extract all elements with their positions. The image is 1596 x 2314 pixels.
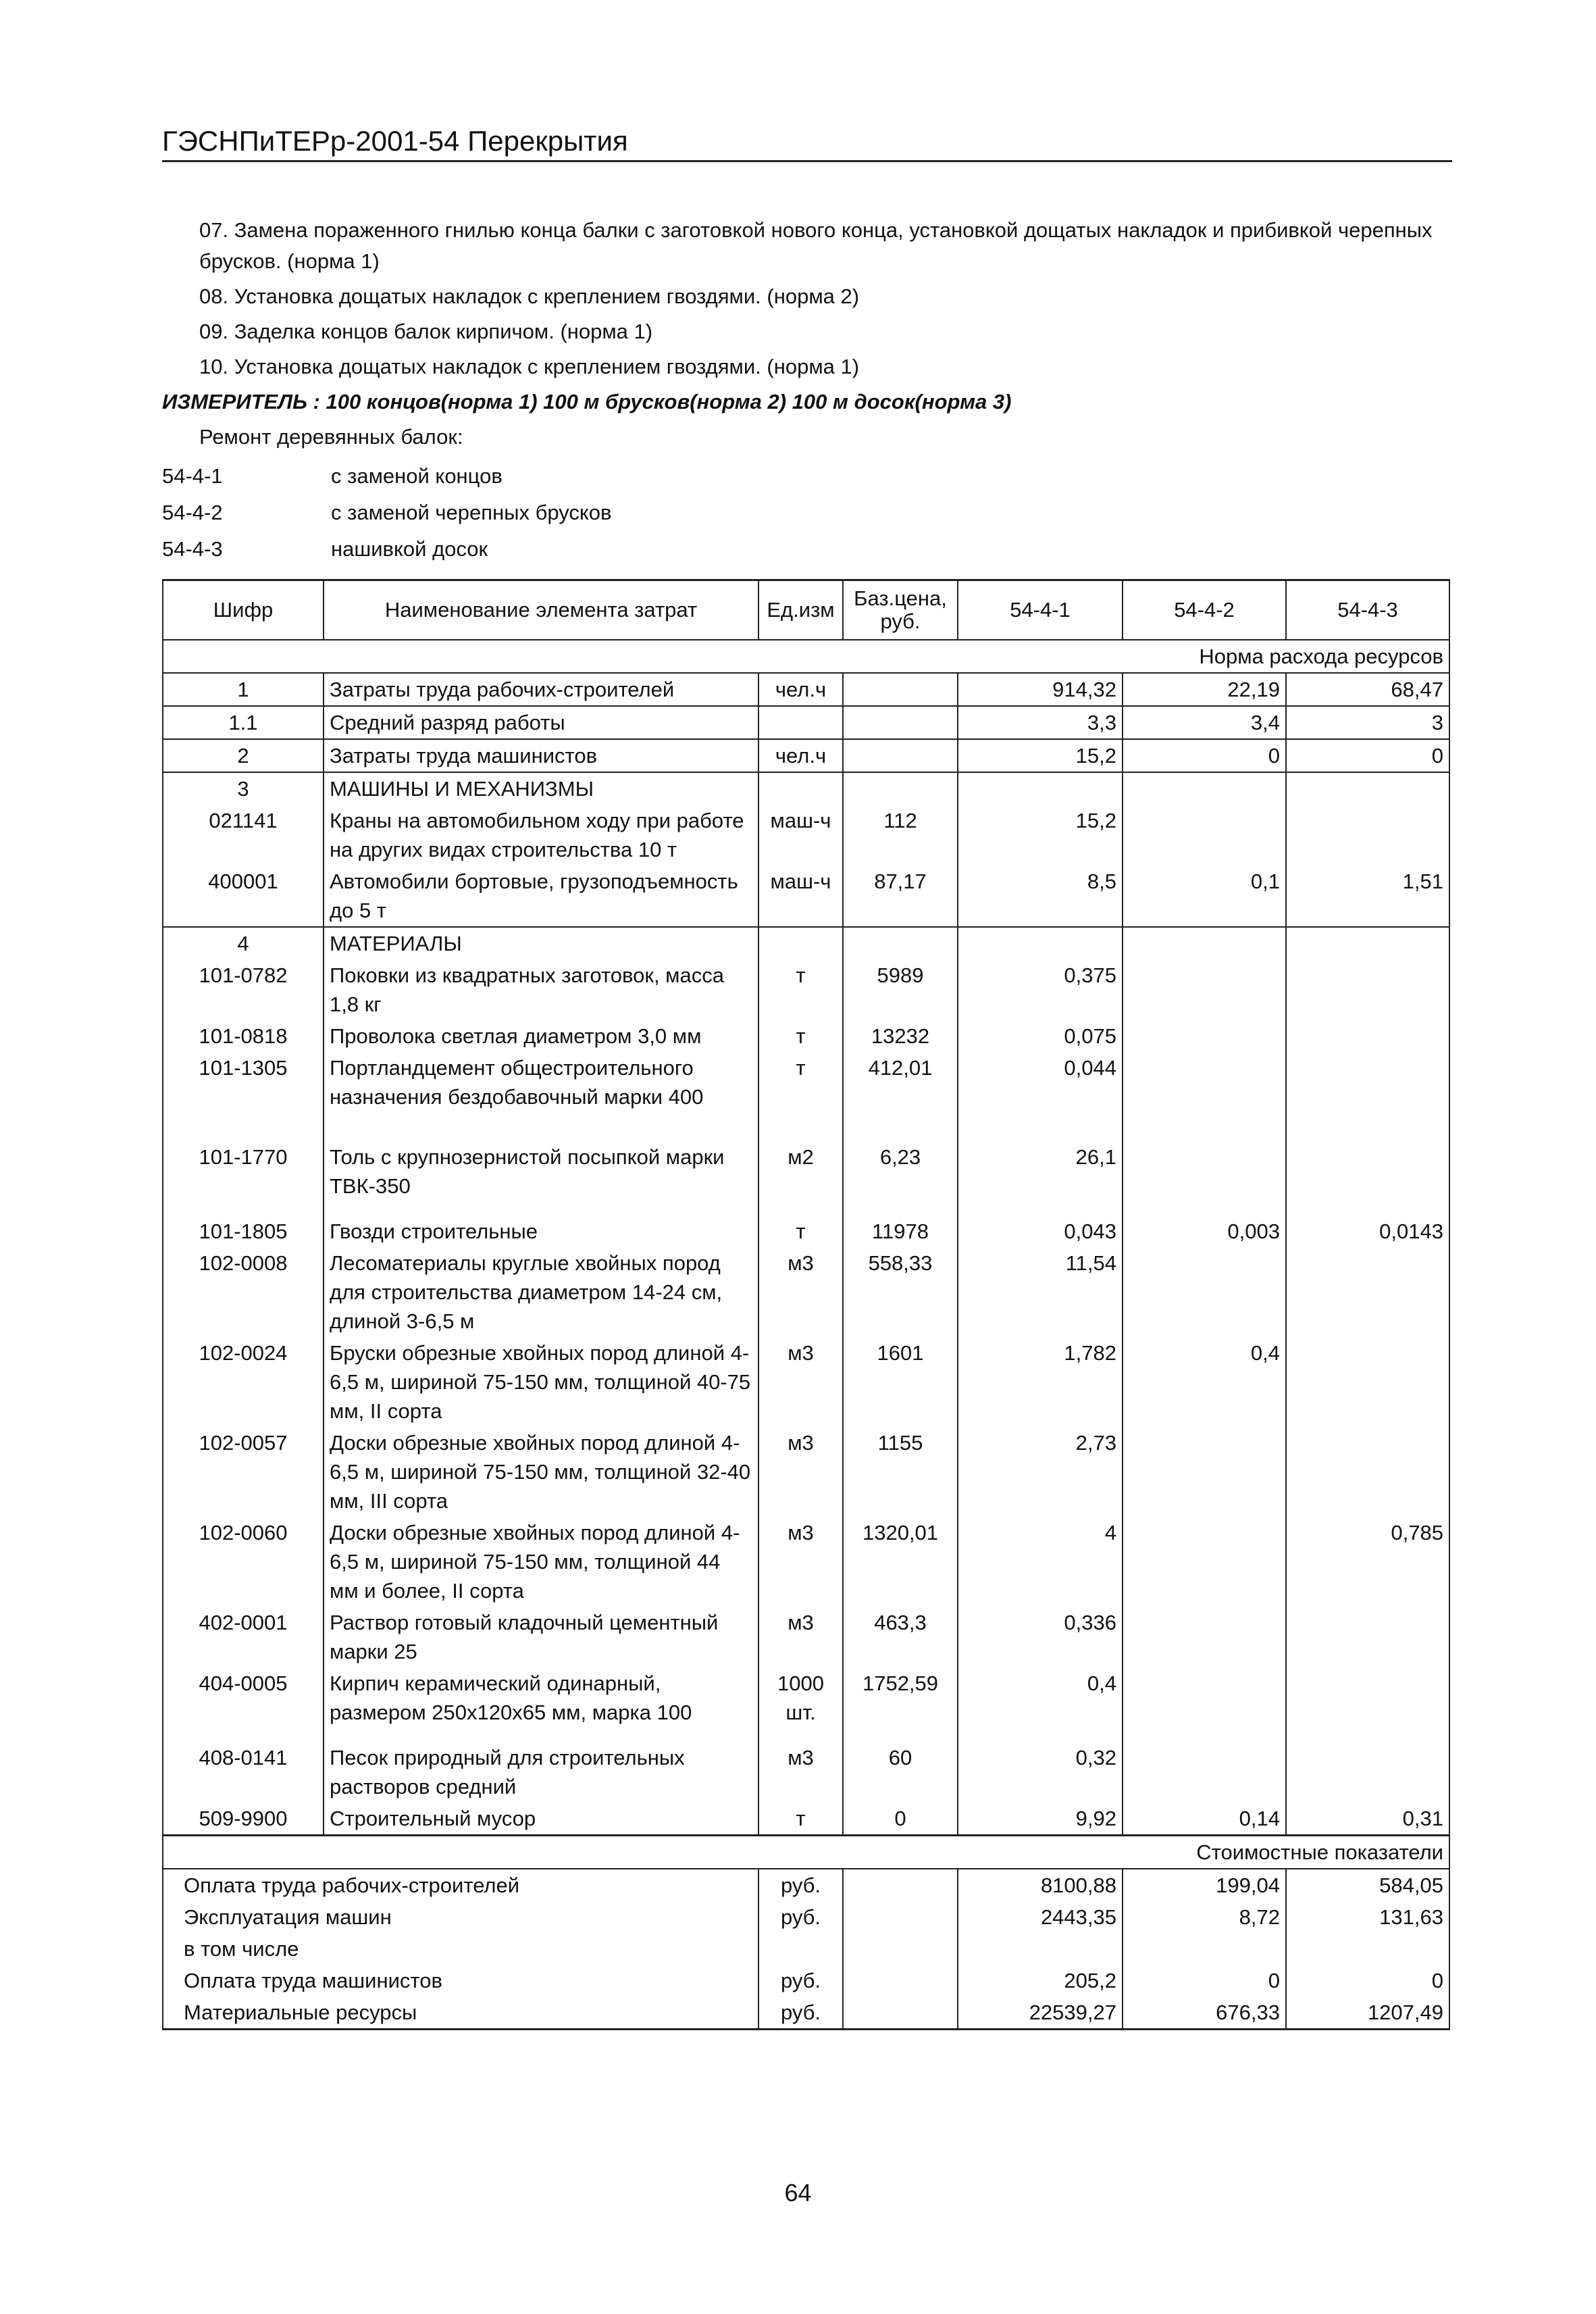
row-price bbox=[843, 706, 958, 739]
row-name: Проволока светлая диаметром 3,0 мм bbox=[324, 1020, 758, 1052]
work-item-09: 09. Заделка концов балок кирпичом. (норма 1) bbox=[199, 320, 653, 343]
row-price: 1320,01 bbox=[843, 1517, 958, 1607]
table-row bbox=[163, 927, 1449, 959]
value-54-4-2: 0,1 bbox=[1123, 865, 1286, 927]
value-54-4-1: 0,043 bbox=[958, 1215, 1123, 1247]
work-item-10: 10. Установка дощатых накладок с креплением гвоздями. (норма 1) bbox=[199, 355, 860, 378]
value-54-4-1: 3,3 bbox=[958, 706, 1123, 739]
row-name: Доски обрезные хвойных пород длиной 4-6,5 м, шириной 75-150 мм, толщиной 44 мм и более, II сорта bbox=[324, 1517, 758, 1607]
value-54-4-1: 1,782 bbox=[958, 1337, 1123, 1427]
row-code: 101-1770 bbox=[163, 1141, 324, 1215]
row-name: Средний разряд работы bbox=[324, 706, 758, 739]
cost-unit: руб. bbox=[758, 1996, 843, 2030]
value-54-4-3 bbox=[1286, 1607, 1449, 1667]
row-unit: м3 bbox=[758, 1427, 843, 1517]
cost-54-4-3: 0 bbox=[1286, 1965, 1449, 1996]
row-code: 3 bbox=[163, 772, 324, 805]
cost-54-4-1: 205,2 bbox=[958, 1965, 1123, 1996]
table-row bbox=[163, 1215, 1449, 1247]
row-unit bbox=[758, 772, 843, 805]
norm-code: 54-4-1 bbox=[162, 464, 223, 488]
table-row bbox=[163, 1517, 1449, 1607]
row-price: 87,17 bbox=[843, 865, 958, 927]
value-54-4-3: 0 bbox=[1286, 739, 1449, 772]
table-row bbox=[163, 673, 1449, 706]
table-row bbox=[163, 772, 1449, 805]
row-unit: т bbox=[758, 1020, 843, 1052]
norm-caption: Норма расхода ресурсов bbox=[163, 640, 1449, 673]
row-price: 463,3 bbox=[843, 1607, 958, 1667]
value-54-4-3 bbox=[1286, 1141, 1449, 1215]
value-54-4-2 bbox=[1123, 1141, 1286, 1215]
table-row bbox=[163, 706, 1449, 739]
row-price: 13232 bbox=[843, 1020, 958, 1052]
row-unit: м3 bbox=[758, 1517, 843, 1607]
value-54-4-3: 68,47 bbox=[1286, 673, 1449, 706]
table-row bbox=[163, 1667, 1449, 1742]
row-code: 400001 bbox=[163, 865, 324, 927]
value-54-4-1: 15,2 bbox=[958, 739, 1123, 772]
cost-row bbox=[163, 1965, 1449, 1996]
cost-54-4-1: 22539,27 bbox=[958, 1996, 1123, 2030]
value-54-4-2 bbox=[1123, 1517, 1286, 1607]
cost-54-4-3 bbox=[1286, 1933, 1449, 1965]
row-name: МАТЕРИАЛЫ bbox=[324, 927, 758, 959]
row-unit: чел.ч bbox=[758, 739, 843, 772]
cost-54-4-2: 676,33 bbox=[1123, 1996, 1286, 2030]
value-54-4-1: 0,044 bbox=[958, 1052, 1123, 1141]
row-unit: м3 bbox=[758, 1247, 843, 1337]
row-code: 402-0001 bbox=[163, 1607, 324, 1667]
row-price: 60 bbox=[843, 1742, 958, 1803]
col-header-54-4-3: 54-4-3 bbox=[1286, 580, 1449, 640]
row-unit bbox=[758, 927, 843, 959]
value-54-4-1: 0,4 bbox=[958, 1667, 1123, 1742]
table-row bbox=[163, 959, 1449, 1020]
work-item-08: 08. Установка дощатых накладок с креплением гвоздями. (норма 2) bbox=[199, 284, 860, 308]
work-description bbox=[162, 215, 1445, 568]
value-54-4-1: 9,92 bbox=[958, 1803, 1123, 1836]
row-name: Лесоматериалы круглые хвойных пород для строительства диаметром 14-24 см, длиной 3-6,5 м bbox=[324, 1247, 758, 1337]
row-price: 0 bbox=[843, 1803, 958, 1836]
row-price bbox=[843, 673, 958, 706]
cost-54-4-1 bbox=[958, 1933, 1123, 1965]
row-unit: м3 bbox=[758, 1742, 843, 1803]
row-name: Гвозди строительные bbox=[324, 1215, 758, 1247]
row-price: 112 bbox=[843, 805, 958, 865]
value-54-4-1: 8,5 bbox=[958, 865, 1123, 927]
row-code: 102-0060 bbox=[163, 1517, 324, 1607]
row-code: 102-0024 bbox=[163, 1337, 324, 1427]
row-name: Песок природный для строительных растворов средний bbox=[324, 1742, 758, 1803]
norm-caption-row bbox=[163, 640, 1449, 673]
value-54-4-3 bbox=[1286, 805, 1449, 865]
row-price bbox=[843, 772, 958, 805]
value-54-4-2 bbox=[1123, 1607, 1286, 1667]
col-header-unit: Ед.изм bbox=[758, 580, 843, 640]
table-row bbox=[163, 805, 1449, 865]
resource-norm-table bbox=[162, 579, 1450, 2030]
table-row bbox=[163, 1052, 1449, 1141]
cost-54-4-3: 131,63 bbox=[1286, 1901, 1449, 1933]
cost-row bbox=[163, 1996, 1449, 2030]
table-row bbox=[163, 1427, 1449, 1517]
value-54-4-3 bbox=[1286, 1247, 1449, 1337]
value-54-4-3: 1,51 bbox=[1286, 865, 1449, 927]
row-price: 5989 bbox=[843, 959, 958, 1020]
value-54-4-2 bbox=[1123, 772, 1286, 805]
value-54-4-2 bbox=[1123, 1742, 1286, 1803]
value-54-4-2 bbox=[1123, 927, 1286, 959]
value-54-4-2: 0,14 bbox=[1123, 1803, 1286, 1836]
value-54-4-2: 0,4 bbox=[1123, 1337, 1286, 1427]
value-54-4-2: 0,003 bbox=[1123, 1215, 1286, 1247]
row-name: Строительный мусор bbox=[324, 1803, 758, 1836]
row-code: 021141 bbox=[163, 805, 324, 865]
cost-54-4-2: 199,04 bbox=[1123, 1869, 1286, 1901]
table-row bbox=[163, 1020, 1449, 1052]
cost-caption: Стоимостные показатели bbox=[163, 1836, 1449, 1869]
value-54-4-3 bbox=[1286, 1337, 1449, 1427]
table-header-row bbox=[163, 580, 1449, 640]
row-code: 1.1 bbox=[163, 706, 324, 739]
table-row bbox=[163, 1803, 1449, 1836]
value-54-4-3 bbox=[1286, 1427, 1449, 1517]
table-row bbox=[163, 739, 1449, 772]
row-name: Поковки из квадратных заготовок, масса 1,8 кг bbox=[324, 959, 758, 1020]
cost-price-empty bbox=[843, 1869, 958, 1901]
cost-54-4-1: 2443,35 bbox=[958, 1901, 1123, 1933]
row-code: 101-1305 bbox=[163, 1052, 324, 1141]
value-54-4-3: 0,0143 bbox=[1286, 1215, 1449, 1247]
norm-code-name: с заменой черепных брусков bbox=[331, 501, 612, 524]
value-54-4-1: 0,375 bbox=[958, 959, 1123, 1020]
norm-codes-list bbox=[162, 458, 1445, 568]
row-name: Автомобили бортовые, грузоподъемность до 5 т bbox=[324, 865, 758, 927]
row-name: Затраты труда рабочих-строителей bbox=[324, 673, 758, 706]
col-header-code: Шифр bbox=[163, 580, 324, 640]
row-name: Доски обрезные хвойных пород длиной 4-6,5 м, шириной 75-150 мм, толщиной 32-40 мм, III сорта bbox=[324, 1427, 758, 1517]
value-54-4-3: 0,31 bbox=[1286, 1803, 1449, 1836]
cost-54-4-2 bbox=[1123, 1933, 1286, 1965]
row-price bbox=[843, 927, 958, 959]
row-unit: м3 bbox=[758, 1337, 843, 1427]
value-54-4-1: 15,2 bbox=[958, 805, 1123, 865]
value-54-4-1 bbox=[958, 772, 1123, 805]
value-54-4-2 bbox=[1123, 1020, 1286, 1052]
row-unit: маш-ч bbox=[758, 865, 843, 927]
value-54-4-1: 0,075 bbox=[958, 1020, 1123, 1052]
value-54-4-2: 22,19 bbox=[1123, 673, 1286, 706]
table-row bbox=[163, 1607, 1449, 1667]
row-unit: м3 bbox=[758, 1607, 843, 1667]
cost-price-empty bbox=[843, 1901, 958, 1933]
value-54-4-3 bbox=[1286, 1667, 1449, 1742]
repair-title: Ремонт деревянных балок: bbox=[199, 425, 463, 449]
value-54-4-1: 26,1 bbox=[958, 1141, 1123, 1215]
value-54-4-1: 914,32 bbox=[958, 673, 1123, 706]
row-price: 6,23 bbox=[843, 1141, 958, 1215]
row-name: Бруски обрезные хвойных пород длиной 4-6,5 м, шириной 75-150 мм, толщиной 40-75 мм, II сорта bbox=[324, 1337, 758, 1427]
row-unit: чел.ч bbox=[758, 673, 843, 706]
cost-price-empty bbox=[843, 1933, 958, 1965]
col-header-price: Баз.цена, руб. bbox=[843, 580, 958, 640]
row-code: 102-0008 bbox=[163, 1247, 324, 1337]
value-54-4-1: 11,54 bbox=[958, 1247, 1123, 1337]
value-54-4-3 bbox=[1286, 1742, 1449, 1803]
row-code: 101-1805 bbox=[163, 1215, 324, 1247]
cost-unit: руб. bbox=[758, 1965, 843, 1996]
cost-unit: руб. bbox=[758, 1869, 843, 1901]
value-54-4-2 bbox=[1123, 1427, 1286, 1517]
value-54-4-3 bbox=[1286, 959, 1449, 1020]
row-name: Раствор готовый кладочный цементный марки 25 bbox=[324, 1607, 758, 1667]
cost-unit bbox=[758, 1933, 843, 1965]
norm-code-row bbox=[162, 458, 1445, 495]
norm-code: 54-4-2 bbox=[162, 501, 223, 524]
row-price: 1601 bbox=[843, 1337, 958, 1427]
value-54-4-2: 0 bbox=[1123, 739, 1286, 772]
value-54-4-1: 0,336 bbox=[958, 1607, 1123, 1667]
cost-price-empty bbox=[843, 1996, 958, 2030]
value-54-4-2 bbox=[1123, 1667, 1286, 1742]
measure-unit: ИЗМЕРИТЕЛЬ : 100 концов(норма 1) 100 м брусков(норма 2) 100 м досок(норма 3) bbox=[162, 390, 1012, 413]
norm-code: 54-4-3 bbox=[162, 537, 223, 561]
row-name: Затраты труда машинистов bbox=[324, 739, 758, 772]
value-54-4-1: 0,32 bbox=[958, 1742, 1123, 1803]
value-54-4-1: 4 bbox=[958, 1517, 1123, 1607]
cost-row bbox=[163, 1869, 1449, 1901]
row-code: 408-0141 bbox=[163, 1742, 324, 1803]
row-code: 101-0818 bbox=[163, 1020, 324, 1052]
cost-row bbox=[163, 1933, 1449, 1965]
value-54-4-2: 3,4 bbox=[1123, 706, 1286, 739]
row-name: Портландцемент общестроительного назначения бездобавочный марки 400 bbox=[324, 1052, 758, 1141]
table-row bbox=[163, 1337, 1449, 1427]
col-header-name: Наименование элемента затрат bbox=[324, 580, 758, 640]
norm-code-name: нашивкой досок bbox=[331, 537, 488, 561]
cost-54-4-3: 584,05 bbox=[1286, 1869, 1449, 1901]
value-54-4-3: 3 bbox=[1286, 706, 1449, 739]
row-code: 509-9900 bbox=[163, 1803, 324, 1836]
work-item-07: 07. Замена пораженного гнилью конца балки с заготовкой нового конца, установкой дощатых накладок и прибивкой черепных брусков. (норма 1) bbox=[199, 218, 1433, 273]
row-unit: т bbox=[758, 1215, 843, 1247]
cost-name: в том числе bbox=[163, 1933, 758, 1965]
cost-caption-row bbox=[163, 1836, 1449, 1869]
cost-54-4-1: 8100,88 bbox=[958, 1869, 1123, 1901]
norm-code-row bbox=[162, 531, 1445, 568]
cost-54-4-2: 0 bbox=[1123, 1965, 1286, 1996]
value-54-4-2 bbox=[1123, 805, 1286, 865]
value-54-4-2 bbox=[1123, 1052, 1286, 1141]
row-unit: т bbox=[758, 1803, 843, 1836]
row-unit: т bbox=[758, 1052, 843, 1141]
row-name: Кирпич керамический одинарный, размером 250х120х65 мм, марка 100 bbox=[324, 1667, 758, 1742]
table-row bbox=[163, 1247, 1449, 1337]
row-code: 102-0057 bbox=[163, 1427, 324, 1517]
value-54-4-1 bbox=[958, 927, 1123, 959]
row-unit: т bbox=[758, 959, 843, 1020]
value-54-4-3 bbox=[1286, 1020, 1449, 1052]
value-54-4-3 bbox=[1286, 772, 1449, 805]
cost-name: Оплата труда рабочих-строителей bbox=[163, 1869, 758, 1901]
row-unit: м2 bbox=[758, 1141, 843, 1215]
norm-code-row bbox=[162, 495, 1445, 531]
row-price: 558,33 bbox=[843, 1247, 958, 1337]
cost-name: Материальные ресурсы bbox=[163, 1996, 758, 2030]
cost-54-4-2: 8,72 bbox=[1123, 1901, 1286, 1933]
cost-row bbox=[163, 1901, 1449, 1933]
row-name: Краны на автомобильном ходу при работе на других видах строительства 10 т bbox=[324, 805, 758, 865]
value-54-4-2 bbox=[1123, 1247, 1286, 1337]
norm-code-name: с заменой концов bbox=[331, 464, 503, 488]
row-name: Толь с крупнозернистой посыпкой марки ТВК-350 bbox=[324, 1141, 758, 1215]
value-54-4-3: 0,785 bbox=[1286, 1517, 1449, 1607]
row-price: 1752,59 bbox=[843, 1667, 958, 1742]
col-header-54-4-2: 54-4-2 bbox=[1123, 580, 1286, 640]
col-header-54-4-1: 54-4-1 bbox=[958, 580, 1123, 640]
table-row bbox=[163, 1141, 1449, 1215]
row-unit bbox=[758, 706, 843, 739]
row-unit: 1000 шт. bbox=[758, 1667, 843, 1742]
table-row bbox=[163, 1742, 1449, 1803]
value-54-4-3 bbox=[1286, 1052, 1449, 1141]
row-price: 1155 bbox=[843, 1427, 958, 1517]
value-54-4-3 bbox=[1286, 927, 1449, 959]
cost-name: Оплата труда машинистов bbox=[163, 1965, 758, 1996]
cost-price-empty bbox=[843, 1965, 958, 1996]
cost-name: Эксплуатация машин bbox=[163, 1901, 758, 1933]
row-code: 101-0782 bbox=[163, 959, 324, 1020]
row-unit: маш-ч bbox=[758, 805, 843, 865]
row-code: 4 bbox=[163, 927, 324, 959]
cost-unit: руб. bbox=[758, 1901, 843, 1933]
row-code: 2 bbox=[163, 739, 324, 772]
row-price: 412,01 bbox=[843, 1052, 958, 1141]
row-name: МАШИНЫ И МЕХАНИЗМЫ bbox=[324, 772, 758, 805]
value-54-4-1: 2,73 bbox=[958, 1427, 1123, 1517]
row-price bbox=[843, 739, 958, 772]
row-code: 404-0005 bbox=[163, 1667, 324, 1742]
cost-54-4-3: 1207,49 bbox=[1286, 1996, 1449, 2030]
value-54-4-2 bbox=[1123, 959, 1286, 1020]
page-header: ГЭСНПиТЕРр-2001-54 Перекрытия bbox=[162, 125, 1452, 162]
page-number: 64 bbox=[784, 2179, 812, 2207]
table-row bbox=[163, 865, 1449, 927]
row-code: 1 bbox=[163, 673, 324, 706]
row-price: 11978 bbox=[843, 1215, 958, 1247]
